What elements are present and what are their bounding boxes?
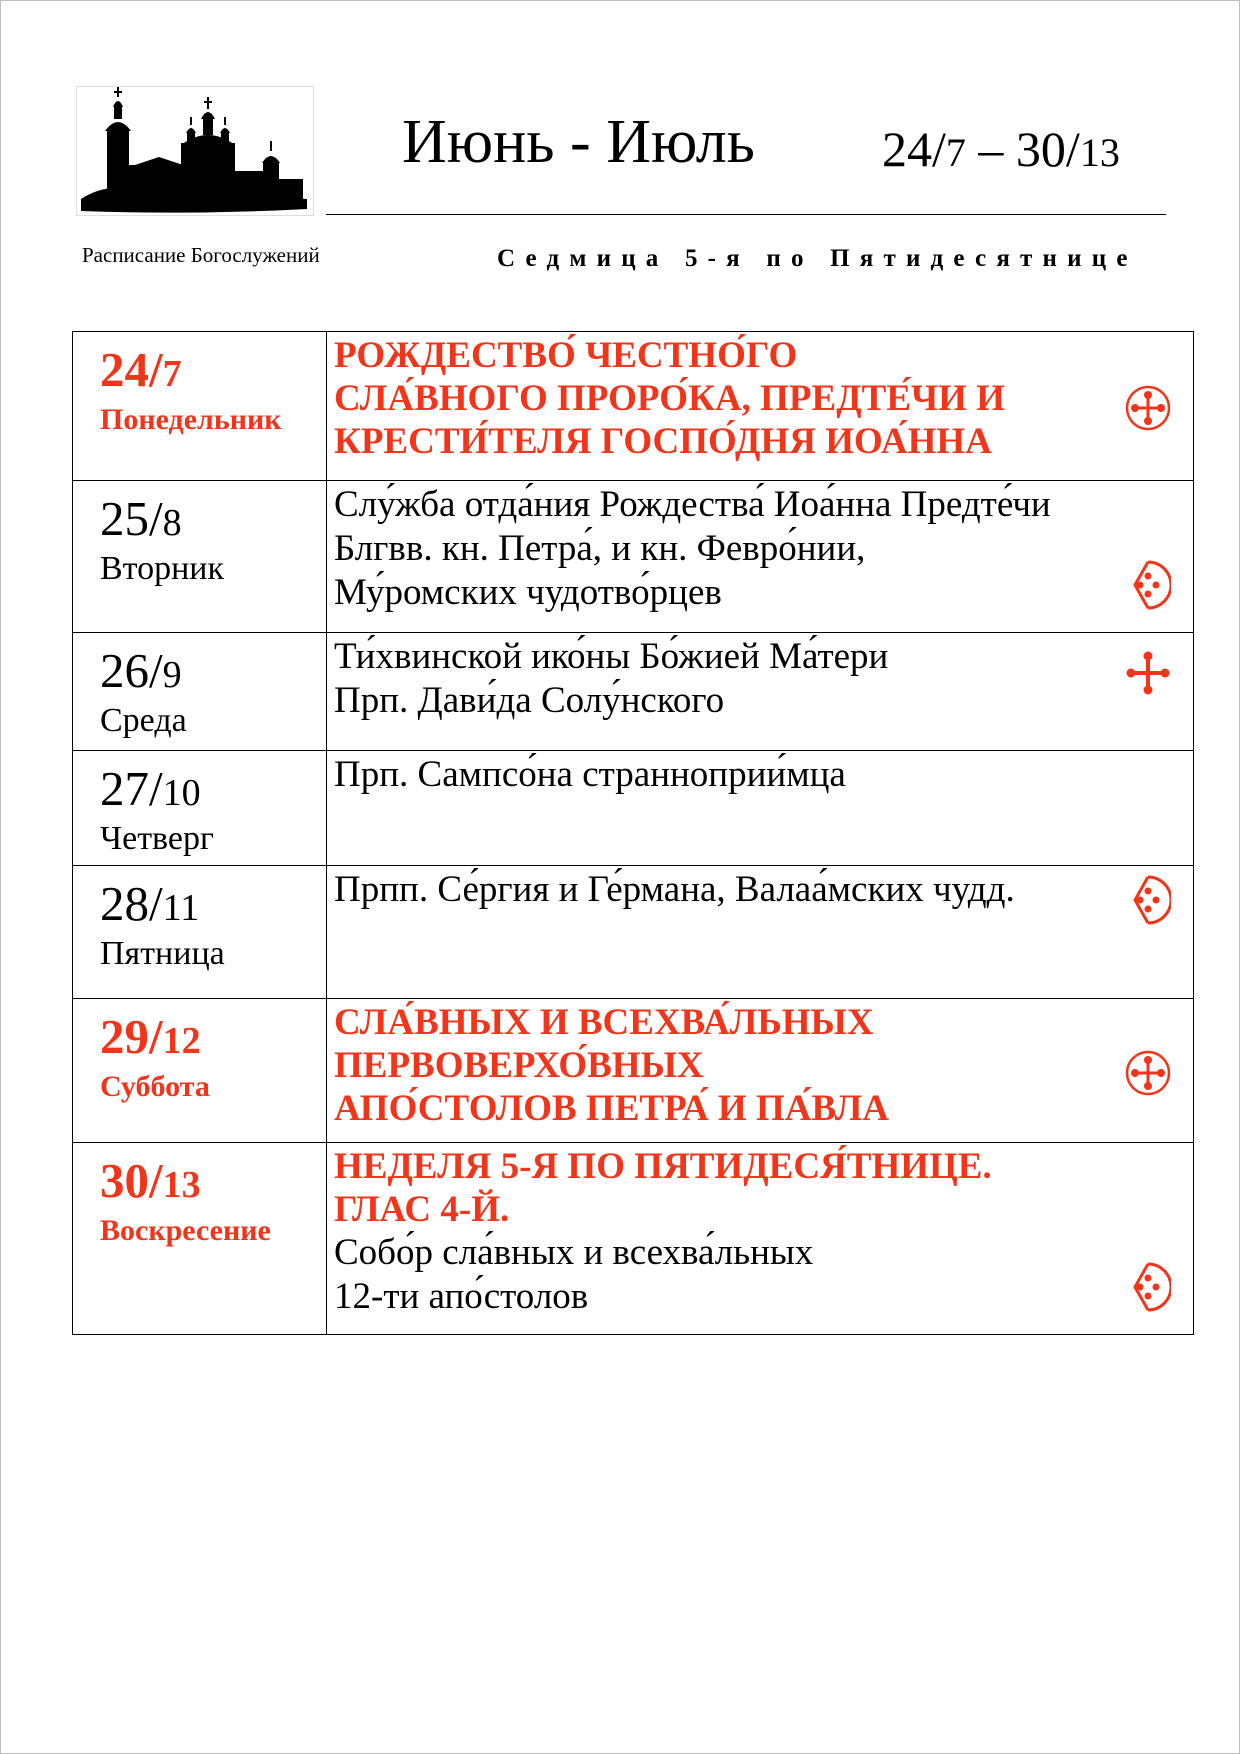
event-cell <box>327 332 1194 481</box>
week-title: Седмица 5-я по Пятидесятнице <box>497 245 1138 272</box>
day-old-style: 26/ <box>100 643 163 698</box>
day-new-style: 7 <box>162 353 182 395</box>
date-range-start: 24/ <box>882 121 946 177</box>
event-line: ПЕРВОВЕРХО́ВНЫХ <box>334 1045 704 1086</box>
event-line: РОЖДЕСТВО́ ЧЕСТНО́ГО <box>334 335 798 376</box>
event-line: Прпп. Се́ргия и Ге́рмана, Валаа́мских чудд. <box>334 869 1015 910</box>
date-cell <box>73 332 327 481</box>
weekday: Пятница <box>100 935 225 972</box>
event-line: Блгвв. кн. Петра́, и кн. Февро́нии, <box>334 528 866 569</box>
schedule-row-24 <box>73 332 1194 481</box>
day-old-style: 30/ <box>100 1153 163 1208</box>
day-number <box>100 1155 326 1211</box>
schedule-table <box>72 331 1194 1335</box>
event-line: СЛА́ВНОГО ПРОРО́КА, ПРЕДТЕ́ЧИ И <box>334 378 1005 419</box>
event-cell <box>327 866 1194 999</box>
date-cell <box>73 633 327 751</box>
header-divider <box>326 214 1166 215</box>
polyeleos-half-circle-icon <box>1125 559 1171 611</box>
day-new-style: 11 <box>162 887 200 929</box>
schedule-row-30 <box>73 1143 1194 1335</box>
day-number <box>100 878 326 934</box>
day-new-style: 13 <box>162 1164 201 1206</box>
day-old-style: 27/ <box>100 761 163 816</box>
event-line: АПО́СТОЛОВ ПЕТРА́ И ПА́ВЛА <box>334 1088 889 1129</box>
date-cell <box>73 481 327 633</box>
day-old-style: 29/ <box>100 1009 163 1064</box>
day-old-style: 28/ <box>100 876 163 931</box>
day-new-style: 10 <box>162 772 201 814</box>
schedule-row-28 <box>73 866 1194 999</box>
date-cell <box>73 1143 327 1335</box>
weekday: Суббота <box>100 1070 210 1103</box>
event-line: Му́ромских чудотво́рцев <box>334 572 722 613</box>
day-new-style: 12 <box>162 1020 201 1062</box>
schedule-row-26 <box>73 633 1194 751</box>
weekday: Вторник <box>100 550 224 587</box>
event-line: 12-ти апо́столов <box>334 1276 589 1317</box>
date-range <box>882 118 1120 184</box>
weekday: Среда <box>100 702 187 739</box>
vigil-cross-icon <box>1125 647 1171 699</box>
event-line: Прп. Сампсо́на странноприи́мца <box>334 754 846 795</box>
date-range-end-new-style: 13 <box>1079 130 1120 175</box>
day-old-style: 25/ <box>100 491 163 546</box>
weekday: Понедельник <box>100 403 282 436</box>
date-range-end: 30/ <box>1015 121 1080 177</box>
church-silhouette-icon <box>76 86 314 216</box>
weekday: Воскресение <box>100 1214 271 1247</box>
event-cell <box>327 1143 1194 1335</box>
polyeleos-half-circle-icon <box>1125 874 1171 926</box>
day-number <box>100 344 326 400</box>
day-new-style: 8 <box>162 502 182 544</box>
day-number <box>100 1011 326 1067</box>
polyeleos-half-circle-icon <box>1125 1261 1171 1313</box>
day-number <box>100 645 326 701</box>
event-cell <box>327 633 1194 751</box>
event-cell <box>327 751 1194 866</box>
page-title: Июнь - Июль <box>402 108 755 176</box>
event-line: Слу́жба отда́ния Рождества́ Иоа́нна Предте́чи <box>334 484 1051 525</box>
great-feast-cross-circle-icon <box>1125 1047 1171 1099</box>
schedule-row-27 <box>73 751 1194 866</box>
weekday: Четверг <box>100 820 214 857</box>
church-silhouette-icon <box>77 87 313 215</box>
day-number <box>100 763 326 819</box>
date-cell <box>73 866 327 999</box>
event-cell <box>327 999 1194 1143</box>
great-feast-cross-circle-icon <box>1125 382 1171 434</box>
event-line: Ти́хвинской ико́ны Бо́жией Ма́тери <box>334 636 889 677</box>
event-line: ГЛАС 4-Й. <box>334 1189 510 1230</box>
event-line: Прп. Дави́да Солу́нского <box>334 680 725 721</box>
day-old-style: 24/ <box>100 342 163 397</box>
day-number <box>100 493 326 549</box>
event-line: Собо́р сла́вных и всехва́льных <box>334 1232 814 1273</box>
day-new-style: 9 <box>162 654 182 696</box>
event-line: НЕДЕЛЯ 5-Я ПО ПЯТИДЕСЯ́ТНИЦЕ. <box>334 1146 992 1187</box>
schedule-row-29 <box>73 999 1194 1143</box>
date-cell <box>73 751 327 866</box>
date-range-start-new-style: 7 <box>945 130 966 175</box>
date-range-dash: – <box>965 121 1016 177</box>
event-cell <box>327 481 1194 633</box>
event-line: КРЕСТИ́ТЕЛЯ ГОСПО́ДНЯ ИОА́ННА <box>334 421 992 462</box>
schedule-caption: Расписание Богослужений <box>82 243 320 267</box>
event-line: СЛА́ВНЫХ И ВСЕХВА́ЛЬНЫХ <box>334 1002 874 1043</box>
date-cell <box>73 999 327 1143</box>
schedule-row-25 <box>73 481 1194 633</box>
